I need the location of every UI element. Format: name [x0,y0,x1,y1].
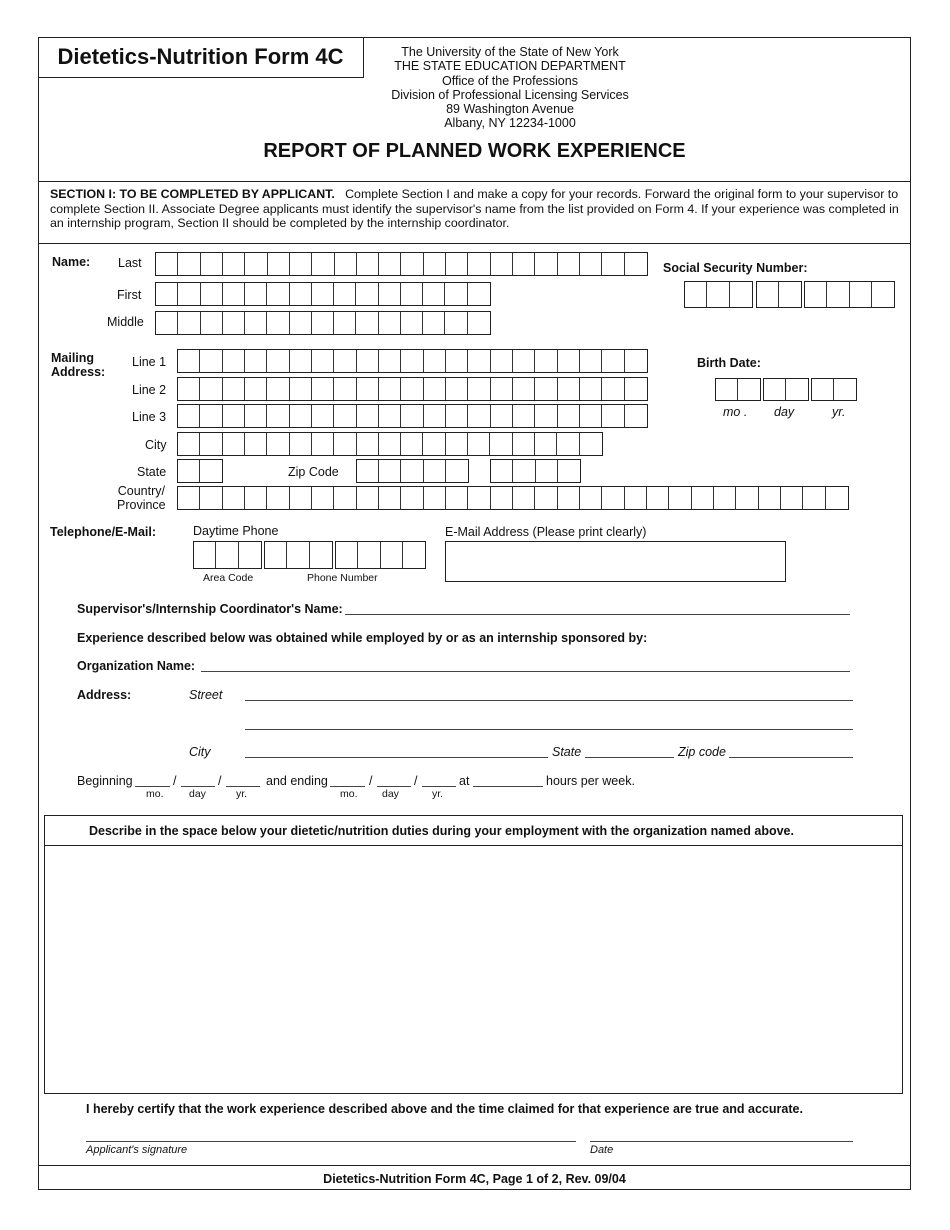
date-separator: / [414,774,418,788]
middle-name-label: Middle [107,315,144,329]
form-title: Dietetics-Nutrition Form 4C [38,37,364,78]
end-year-line[interactable] [422,786,456,787]
org-city-line[interactable] [245,757,548,758]
daytime-phone-label: Daytime Phone [193,524,279,538]
birth-date-label: Birth Date: [697,356,761,370]
last-name-field[interactable] [155,252,648,276]
divider [38,181,911,182]
end-year-caption: yr. [432,788,444,800]
hours-per-week-label: hours per week. [546,774,635,788]
end-day-line[interactable] [377,786,411,787]
agency-address [365,45,655,131]
begin-day-line[interactable] [181,786,215,787]
begin-year-caption: yr. [236,788,248,800]
birth-month-field[interactable] [715,378,761,401]
country-province-label: Country/ Province [117,484,166,512]
hours-line[interactable] [473,786,543,787]
zip-code-label: Zip Code [288,465,339,479]
address-line1-field[interactable] [177,349,648,373]
street-line-2[interactable] [245,729,853,730]
zip-extension-field[interactable] [490,459,581,483]
agency-line: Albany, NY 12234-1000 [444,116,576,131]
beginning-label: Beginning [77,774,133,788]
signature-line[interactable] [86,1141,576,1142]
org-state-line[interactable] [585,757,674,758]
date-separator: / [369,774,373,788]
end-day-caption: day [382,788,399,800]
begin-day-caption: day [189,788,206,800]
section1-instructions [50,187,905,231]
org-zip-line[interactable] [729,757,853,758]
birth-day-caption: day [774,405,795,419]
address-line2-field[interactable] [177,377,648,401]
organization-name-line[interactable] [201,671,850,672]
middle-name-field[interactable] [155,311,491,335]
phone-prefix-field[interactable] [264,541,333,569]
city-label: City [145,438,167,452]
state-label: State [137,465,167,479]
address-label: Address: [77,688,132,702]
date-separator: / [218,774,222,788]
organization-name-label: Organization Name: [77,659,196,673]
country-province-field[interactable] [177,486,849,510]
date-line[interactable] [590,1141,853,1142]
supervisor-name-label: Supervisor's/Internship Coordinator's Name: [77,602,343,616]
ssn-field-part3[interactable] [804,281,895,308]
certification-statement: I hereby certify that the work experience described above and the time claimed for that experience are true and accurate. [86,1102,803,1116]
signature-caption: Applicant's signature [86,1144,188,1156]
birth-day-field[interactable] [763,378,809,401]
agency-line: THE STATE EDUCATION DEPARTMENT [394,59,626,74]
agency-line: The University of the State of New York [401,45,619,59]
phone-line-field[interactable] [335,541,426,569]
street-label: Street [189,688,223,702]
duties-description-heading: Describe in the space below your dietetic/nutrition duties during your employment with the organization named above. [44,815,903,846]
city-field[interactable] [177,432,603,456]
experience-statement: Experience described below was obtained while employed by or as an internship sponsored by: [77,631,648,645]
ssn-field-part1[interactable] [684,281,753,308]
line3-label: Line 3 [132,410,167,424]
line2-label: Line 2 [132,383,167,397]
report-title: REPORT OF PLANNED WORK EXPERIENCE [263,140,686,162]
org-city-label: City [189,745,211,759]
end-month-line[interactable] [330,786,365,787]
ssn-label: Social Security Number: [663,261,808,275]
zip-code-field[interactable] [356,459,469,483]
section1-heading: SECTION I: TO BE COMPLETED BY APPLICANT. [50,187,335,201]
divider [38,243,911,244]
address-line3-field[interactable] [177,404,648,428]
at-label: at [459,774,470,788]
date-caption: Date [590,1144,614,1156]
email-label: E-Mail Address (Please print clearly) [445,525,647,539]
line1-label: Line 1 [132,355,167,369]
duties-description-field[interactable] [44,815,903,1094]
divider [38,1165,911,1166]
birth-year-field[interactable] [811,378,857,401]
telephone-email-label: Telephone/E-Mail: [50,525,157,539]
agency-line: Division of Professional Licensing Services [391,87,629,102]
state-field[interactable] [177,459,223,483]
area-code-field[interactable] [193,541,262,569]
org-state-label: State [552,745,582,759]
end-month-caption: mo. [340,788,358,800]
supervisor-name-line[interactable] [345,614,850,615]
begin-month-line[interactable] [135,786,170,787]
mailing-address-label: Mailing Address: [51,351,106,379]
begin-year-line[interactable] [226,786,260,787]
agency-line: Office of the Professions [442,73,578,88]
name-label: Name: [52,255,91,269]
date-separator: / [173,774,177,788]
area-code-caption: Area Code [203,572,254,584]
street-line-1[interactable] [245,700,853,701]
ssn-field-part2[interactable] [756,281,802,308]
last-name-label: Last [118,256,142,270]
and-ending-label: and ending [266,774,328,788]
org-zip-label: Zip code [678,745,726,759]
agency-line: 89 Washington Avenue [446,102,574,117]
page-footer: Dietetics-Nutrition Form 4C, Page 1 of 2, Rev. 09/04 [323,1172,626,1186]
begin-month-caption: mo. [146,788,164,800]
email-field[interactable] [445,541,786,582]
birth-month-caption: mo . [723,405,748,419]
section1-text: Complete Section I and make a copy for your records. Forward the original form to your supervisor to complete Section II. Associate Degree applicants must identify the supervisor's name from the list provided on Form 4. If your experience was completed in an internship program, Section II should be completed by the internship coordinator. [50,187,899,231]
phone-number-caption: Phone Number [307,572,378,584]
first-name-label: First [117,288,142,302]
first-name-field[interactable] [155,282,491,306]
birth-year-caption: yr. [832,405,846,419]
